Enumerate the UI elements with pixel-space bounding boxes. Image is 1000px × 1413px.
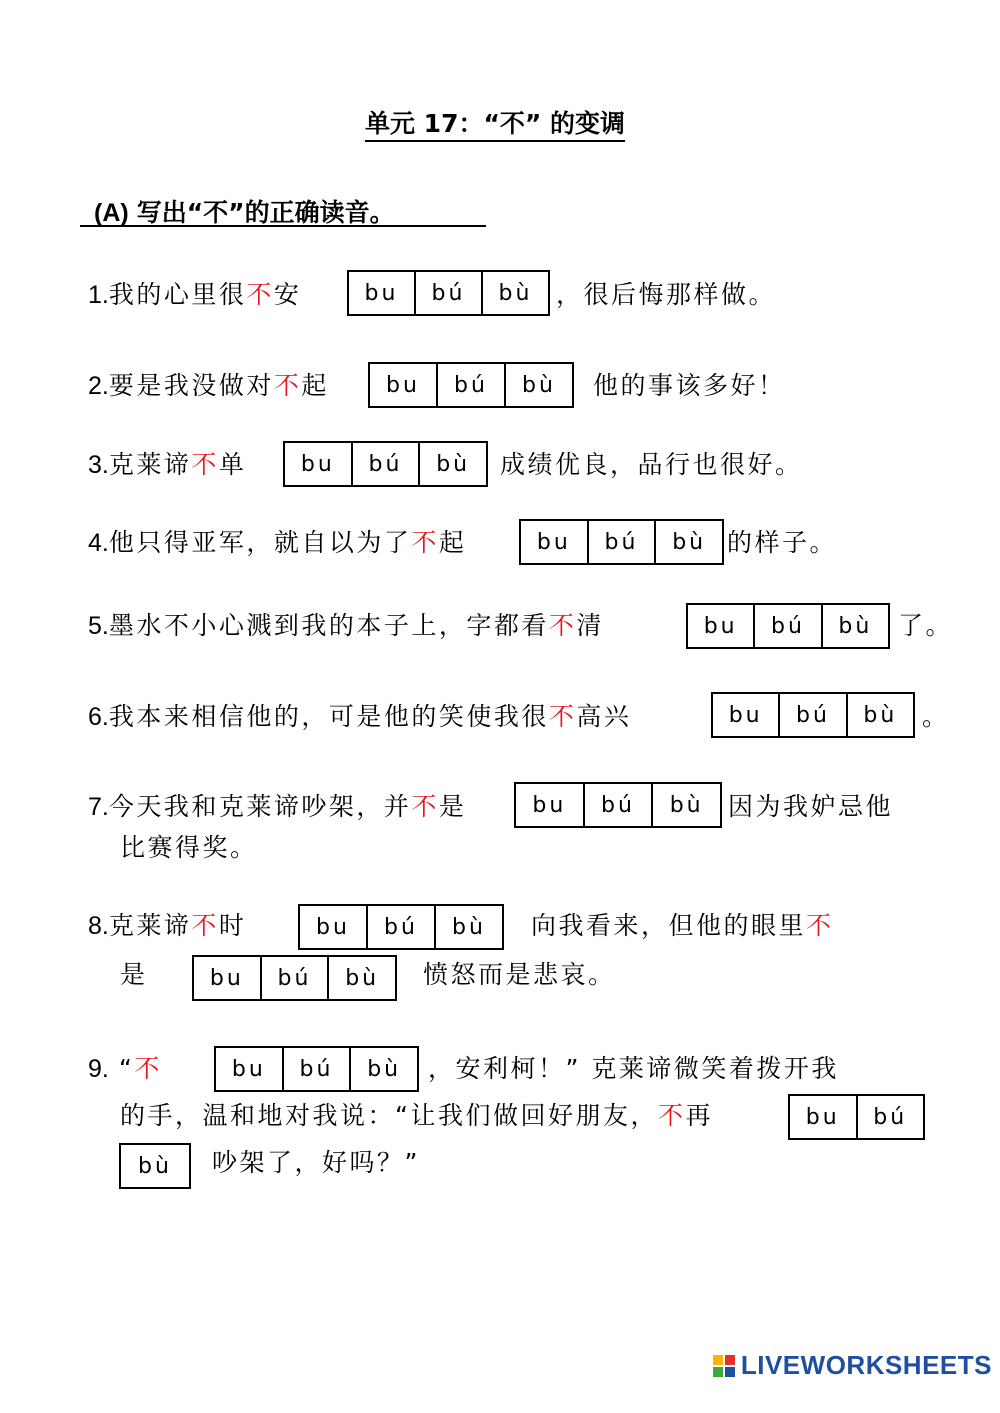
question-3: 3.克莱谛不单: [88, 450, 247, 479]
question-8-cont: 是: [120, 960, 148, 989]
question-2: 2.要是我没做对不起: [88, 371, 329, 400]
target-bu: 不: [806, 911, 834, 940]
target-bu: 不: [273, 371, 302, 400]
question-number: 1.: [88, 281, 109, 309]
section-letter: (A): [94, 199, 129, 227]
question-6-rest: 。: [922, 702, 950, 731]
question-8-mid: 向我看来，但他的眼里不: [531, 911, 834, 940]
option-bu[interactable]: bu: [713, 694, 780, 736]
page-title: [0, 104, 990, 140]
option-bu-4[interactable]: bù: [420, 443, 486, 485]
option-bu-2[interactable]: bú: [858, 1096, 924, 1138]
question-number: 3.: [88, 451, 109, 479]
answer-box-8b: [192, 955, 397, 1001]
question-7-rest: 因为我妒忌他: [728, 792, 894, 821]
option-bu-2[interactable]: bú: [755, 605, 822, 647]
option-bu-4[interactable]: bù: [121, 1145, 189, 1187]
logo-text: LIVEWORKSHEETS: [740, 1350, 992, 1380]
option-bu-4[interactable]: bù: [823, 605, 888, 647]
target-bu: 不: [246, 280, 274, 309]
question-9: 9. “不: [88, 1054, 162, 1083]
target-bu: 不: [548, 611, 577, 640]
option-bu-4[interactable]: bù: [483, 272, 548, 314]
option-bu-4[interactable]: bù: [848, 694, 913, 736]
question-1-rest: ，很后悔那样做。: [556, 280, 777, 309]
option-bu-2[interactable]: bú: [780, 694, 847, 736]
option-bu-4[interactable]: bù: [506, 364, 572, 406]
option-bu[interactable]: bu: [688, 605, 755, 647]
logo-block: [725, 1367, 735, 1377]
answer-box-6: [711, 692, 915, 738]
option-bu[interactable]: bu: [349, 272, 416, 314]
answer-box-9c: [119, 1143, 191, 1189]
question-8-rest: 愤怒而是悲哀。: [423, 960, 616, 989]
option-bu-2[interactable]: bú: [284, 1048, 352, 1090]
target-bu: 不: [548, 702, 577, 731]
answer-box-8a: [298, 904, 504, 950]
option-bu-4[interactable]: bù: [436, 906, 502, 948]
answer-box-9a: [214, 1046, 419, 1092]
option-bu-2[interactable]: bú: [368, 906, 436, 948]
option-bu-2[interactable]: bú: [353, 443, 421, 485]
option-bu-2[interactable]: bú: [416, 272, 483, 314]
question-5-rest: 了。: [898, 611, 954, 640]
question-7: 7.今天我和克莱谛吵架，并不是: [88, 792, 467, 821]
question-5: 5.墨水不小心溅到我的本子上，字都看不清: [88, 611, 604, 640]
logo-block: [725, 1355, 735, 1365]
option-bu[interactable]: bu: [370, 364, 438, 406]
question-6: 6.我本来相信他的，可是他的笑使我很不高兴: [88, 702, 632, 731]
option-bu-2[interactable]: bú: [438, 364, 506, 406]
target-bu: 不: [134, 1054, 162, 1083]
question-9-end: 吵架了，好吗？”: [212, 1148, 420, 1177]
question-4: 4.他只得亚军，就自以为了不起: [88, 528, 467, 557]
answer-box-1: [347, 270, 550, 316]
question-number: 2.: [88, 372, 109, 400]
option-bu-4[interactable]: bù: [329, 957, 395, 999]
question-number: 9.: [88, 1055, 109, 1083]
option-bu-2[interactable]: bú: [589, 521, 657, 563]
target-bu: 不: [657, 1101, 686, 1130]
option-bu-4[interactable]: bù: [653, 784, 720, 826]
answer-box-3: [283, 441, 488, 487]
question-9-rest: ，安利柯！” 克莱谛微笑着拨开我: [428, 1054, 839, 1083]
logo-block: [713, 1355, 723, 1365]
option-bu[interactable]: bu: [216, 1048, 284, 1090]
option-bu-2[interactable]: bú: [585, 784, 654, 826]
answer-box-5: [686, 603, 890, 649]
option-bu-2[interactable]: bú: [262, 957, 330, 999]
question-9-cont: 的手，温和地对我说：“让我们做回好朋友，不再: [120, 1101, 713, 1130]
question-7-cont: 比赛得奖。: [120, 833, 258, 862]
logo-blocks-icon: [713, 1355, 735, 1377]
question-4-rest: 的样子。: [727, 528, 838, 557]
target-bu: 不: [191, 450, 219, 479]
answer-box-7: [514, 782, 722, 828]
option-bu-4[interactable]: bù: [656, 521, 722, 563]
question-2-rest: 他的事该多好！: [593, 371, 786, 400]
logo-block: [713, 1367, 723, 1377]
page-title-text: 单元 17：“不” 的变调: [365, 109, 625, 142]
target-bu: 不: [191, 911, 219, 940]
question-number: 5.: [88, 612, 109, 640]
section-instruction: 写出“不”的正确读音。: [136, 198, 395, 227]
option-bu[interactable]: bu: [194, 957, 262, 999]
option-bu[interactable]: bu: [285, 443, 353, 485]
option-bu-4[interactable]: bù: [351, 1048, 417, 1090]
answer-box-9b: [788, 1094, 925, 1140]
liveworksheets-logo: [713, 1350, 992, 1381]
option-bu[interactable]: bu: [521, 521, 589, 563]
question-number: 7.: [88, 793, 109, 821]
option-bu[interactable]: bu: [300, 906, 368, 948]
target-bu: 不: [411, 528, 439, 557]
answer-box-4: [519, 519, 724, 565]
question-8: 8.克莱谛不时: [88, 911, 247, 940]
option-bu[interactable]: bu: [516, 784, 585, 826]
question-number: 8.: [88, 912, 109, 940]
answer-box-2: [368, 362, 574, 408]
question-3-rest: 成绩优良，品行也很好。: [500, 450, 803, 479]
section-heading: [80, 193, 486, 227]
question-1: 1.我的心里很不安: [88, 280, 302, 309]
question-number: 6.: [88, 703, 109, 731]
question-number: 4.: [88, 529, 109, 557]
option-bu[interactable]: bu: [790, 1096, 858, 1138]
target-bu: 不: [411, 792, 439, 821]
